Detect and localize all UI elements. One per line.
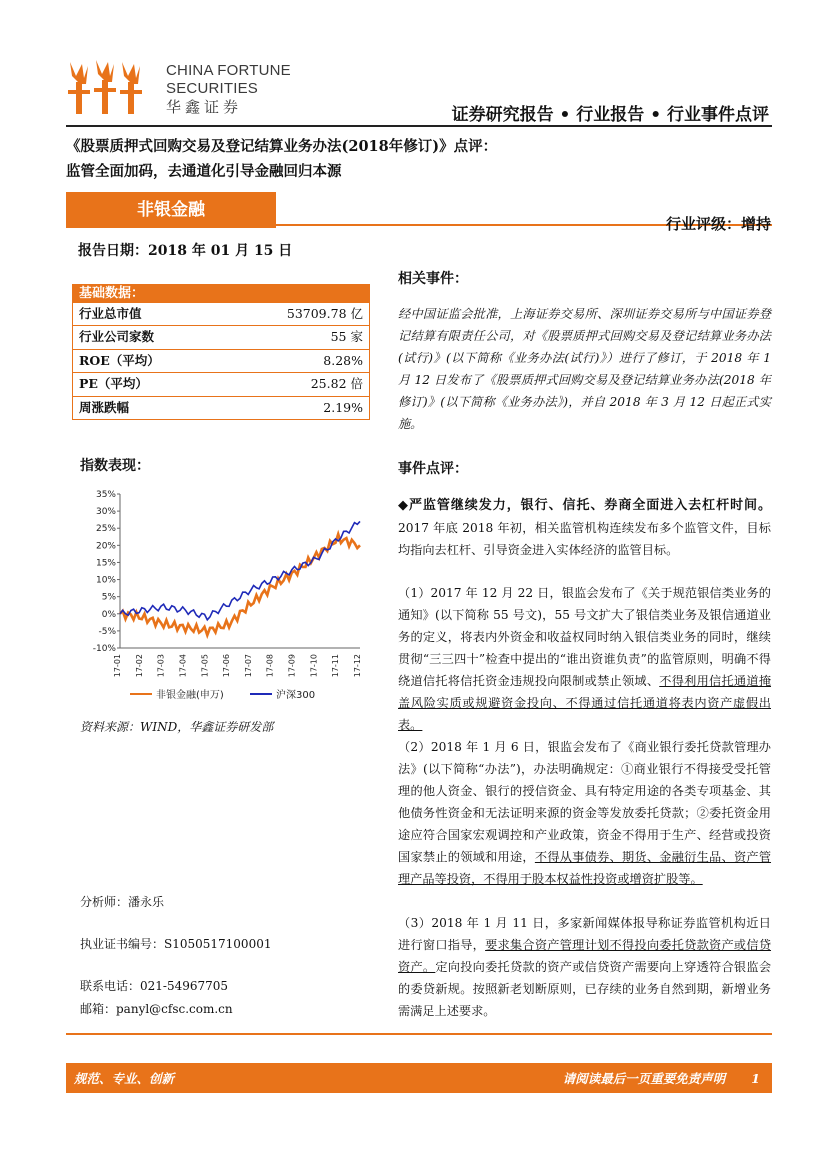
x-tick-label: 17-05 (200, 654, 210, 678)
index-chart-svg (80, 484, 370, 706)
para-4-text: （3）2018 年 1 月 11 日，多家新闻媒体报导称证券监管机构近日进行窗口指导， (398, 916, 771, 952)
y-tick-label: 25% (95, 524, 116, 535)
row-value: 55 家 (330, 329, 363, 345)
related-events-title: 相关事件： (398, 271, 468, 287)
para-2-underlined: 不得利用信托通道掩盖风险实质或规避资金投向、不得通过信托通道将表内资产虚假出表。 (398, 674, 772, 732)
analyst-cert: 执业证书编号：S1050517100001 (80, 937, 272, 951)
industry-rating: 行业评级：增持 (665, 215, 771, 233)
x-tick-label: 17-03 (156, 654, 166, 678)
comment-para-3 (398, 736, 771, 890)
basic-data-header: 基础数据： (73, 285, 369, 302)
para-4-text-tail: 定向投向委托贷款的资产或信贷资产需要向上穿透符合银监会的委贷新规。按照新老划断原则，已存续的业务自然到期，新增业务需满足上述要求。 (398, 960, 772, 1018)
para-4-underlined: 要求集合资产管理计划不得投向委托贷款资产或信贷资产。 (398, 938, 772, 974)
x-tick-label: 17-08 (265, 654, 275, 678)
brand-en-line2: SECURITIES (166, 80, 259, 97)
y-tick-label: 15% (95, 558, 116, 569)
table-row (73, 372, 369, 395)
basic-data-table (72, 284, 370, 420)
footer-bar (66, 1063, 772, 1093)
comment-para-2 (398, 582, 771, 736)
footer-motto: 规范、专业、创新 (74, 1071, 175, 1086)
index-chart (80, 484, 370, 706)
row-label: 行业总市值 (79, 306, 142, 321)
comment-title: 事件点评： (398, 461, 468, 477)
table-row (73, 349, 369, 372)
title-line-2: 监管全面加码，去通道化引导金融回归本源 (66, 163, 342, 180)
related-events-text: 经中国证监会批准，上海证券交易所、深圳证券交易所与中国证券登记结算有限责任公司，对《股票质押式回购交易及登记结算业务办法(试行)》(以下简称《业务办法(试行)》）进行了修订，于 2018 年 1 月 12 日发布了《股票质押式回购交易及登记结算业务办法(2018 年修订)》(以下简称《业务办法》)，并自 2018 年 3 月 12 日起正式实施。 (398, 307, 771, 431)
series-line-hs300 (120, 521, 360, 619)
x-tick-label: 17-07 (243, 654, 253, 678)
para-3-text: （2）2018 年 1 月 6 日，银监会发布了《商业银行委托贷款管理办法》(以下简称“办法”)，办法明确规定：①商业银行不得接受受托管理的他人资金、银行的授信资金、具有特定用途的各类专项基金、其他债务性资金和无法证明来源的资金等发放委托贷款；②委托资金用途应符合国家宏观调控和产业政策，资金不得用于生产、经营或投资国家禁止的领域和用途， (398, 740, 771, 864)
brand-cn: 华鑫证券 (166, 99, 243, 116)
brand-en-line1: CHINA FORTUNE (166, 62, 291, 79)
footer-divider (66, 1033, 772, 1035)
report-date: 报告日期：2018 年 01 月 15 日 (78, 243, 293, 259)
y-tick-label: 0% (101, 609, 116, 620)
row-label: ROE（平均） (79, 352, 160, 368)
brand-text (166, 62, 291, 118)
legend-label: 沪深300 (276, 690, 316, 701)
title-line-1: 《股票质押式回购交易及登记结算业务办法(2018年修订)》点评： (66, 138, 498, 155)
disclaimer-text: 请阅读最后一页重要免责声明 (562, 1071, 726, 1086)
x-tick-label: 17-01 (113, 654, 122, 678)
analyst-name: 分析师：潘永乐 (80, 895, 165, 909)
table-row (73, 396, 369, 419)
data-source: 资料来源：WIND，华鑫证券研发部 (80, 720, 274, 734)
table-row (73, 302, 369, 325)
para-3-underlined: 不得从事债券、期货、金融衍生品、资产管理产品等投资，不得用于股本权益性投资或增资扩股等。 (398, 850, 772, 886)
index-performance-title: 指数表现： (80, 458, 150, 474)
comment-para-1-text: 2017 年底 2018 年初，相关监管机构连续发布多个监管文件，目标均指向去杠杆、引导资金进入实体经济的监管目标。 (398, 521, 771, 557)
x-tick-label: 17-09 (287, 654, 297, 678)
page-number: 1 (751, 1071, 760, 1086)
comment-para-4 (398, 912, 771, 1022)
analyst-email: 邮箱：panyl@cfsc.com.cn (80, 1002, 233, 1016)
x-tick-label: 17-11 (331, 654, 341, 678)
x-tick-label: 17-10 (309, 654, 319, 678)
y-tick-label: -10% (92, 644, 116, 654)
row-value: 8.28% (323, 352, 363, 368)
footer-disclaimer (563, 1069, 760, 1087)
y-tick-label: -5% (98, 626, 116, 637)
report-title (66, 134, 497, 184)
y-tick-label: 35% (95, 490, 116, 500)
row-value: 2.19% (323, 399, 363, 415)
row-value: 53709.78 亿 (286, 306, 363, 321)
analyst-phone: 联系电话：021-54967705 (80, 979, 229, 993)
y-tick-label: 10% (95, 575, 116, 586)
table-row (73, 325, 369, 348)
y-tick-label: 5% (101, 592, 116, 603)
x-tick-label: 17-06 (222, 654, 232, 678)
row-value: 25.82 倍 (310, 376, 363, 392)
comment-para-1 (398, 494, 771, 561)
row-label: 行业公司家数 (79, 329, 155, 345)
legend-label: 非银金融(申万) (156, 690, 224, 701)
row-label: 周涨跌幅 (79, 399, 130, 415)
x-tick-label: 17-12 (353, 654, 362, 678)
header-divider (66, 125, 772, 127)
para-2-text: （1）2017 年 12 月 22 日，银监会发布了《关于规范银信类业务的通知》(以下简称 55 号文)，55 号文扩大了银信类业务及银信通道业务的定义，将表内外资金和收益权同时纳入银信类业务的同时，继续贯彻“三三四十”检查中提出的“谁出资谁负责”的监管原则，明确不得绕道信托将信托资金违规投向限制或禁止领域、 (398, 586, 771, 688)
comment-headline: ◆严监管继续发力，银行、信托、券商全面进入去杠杆时间。 (398, 498, 771, 513)
sector-label: 非银金融 (137, 200, 205, 220)
x-tick-label: 17-02 (134, 654, 144, 678)
company-logo (66, 58, 162, 118)
y-tick-label: 20% (95, 541, 116, 552)
row-label: PE（平均） (79, 376, 148, 392)
report-series: 证券研究报告 • 行业报告 • 行业事件点评 (451, 105, 769, 125)
y-tick-label: 30% (95, 507, 116, 518)
x-tick-label: 17-04 (178, 654, 188, 678)
